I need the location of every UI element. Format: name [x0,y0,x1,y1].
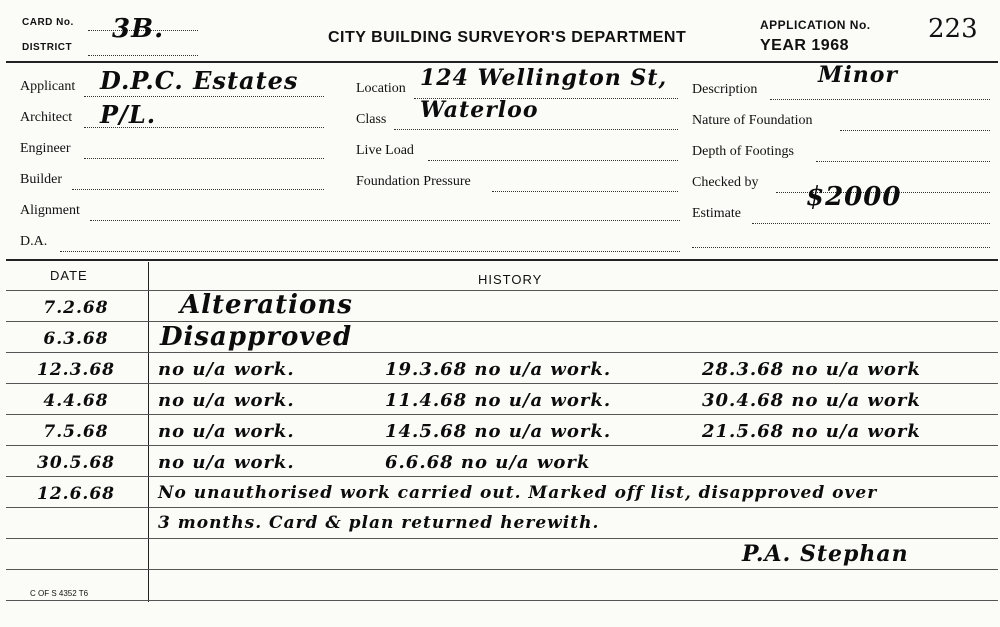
history-entry: 11.4.68 no u/a work. [385,390,612,411]
application-label: APPLICATION No. [760,18,871,32]
foundation-pressure-label: Foundation Pressure [356,174,471,189]
extra-line [692,247,990,248]
builder-line [72,189,324,190]
history-entry: 19.3.68 no u/a work. [385,359,612,380]
engineer-label: Engineer [20,141,71,156]
row-rule [6,321,998,322]
history-date: 30.5.68 [37,453,115,473]
nature-of-foundation-label: Nature of Foundation [692,113,813,128]
applicant-value: D.P.C. Estates P/L. [100,66,299,129]
history-entry: Alterations [180,290,353,320]
engineer-line [84,158,324,159]
history-header: HISTORY [478,272,543,287]
estimate-label: Estimate [692,206,741,221]
alignment-label: Alignment [20,203,80,218]
history-date: 6.3.68 [43,329,109,349]
description-value: Minor [818,62,898,88]
application-number: 223 [928,14,978,44]
year-label: YEAR 1968 [760,37,849,54]
row-rule [6,414,998,415]
estimate-value: $2000 [806,182,902,212]
description-line [770,99,990,100]
location-label: Location [356,81,406,96]
history-entry: 21.5.68 no u/a work [702,421,921,442]
nature-of-foundation-line [840,130,990,131]
history-entry: No unauthorised work carried out. Marked off list, disapproved over [158,483,878,503]
district-line [88,55,198,56]
row-rule [6,507,998,508]
foundation-pressure-line [492,191,678,192]
history-entry: 6.6.68 no u/a work [385,452,591,473]
estimate-line [752,223,990,224]
applicant-label: Applicant [20,79,76,94]
class-line [394,129,678,130]
history-date: 4.4.68 [43,391,109,411]
history-entry: no u/a work. [158,421,295,442]
live-load-line [428,160,678,161]
history-date: 12.3.68 [37,360,115,380]
department-title: CITY BUILDING SURVEYOR'S DEPARTMENT [328,29,687,46]
depth-of-footings-label: Depth of Footings [692,144,794,159]
row-rule [6,290,998,291]
row-rule [6,476,998,477]
form-code: C OF S 4352 T6 [30,589,89,598]
architect-label: Architect [20,110,73,125]
da-line [60,251,680,252]
row-rule [6,383,998,384]
history-entry: Disapproved [160,322,353,352]
card-district-value: 3B. [112,14,165,44]
row-rule [6,538,998,539]
depth-of-footings-line [816,161,990,162]
date-header: DATE [50,268,88,283]
card-no-label: CARD No. [22,17,74,28]
row-rule [6,600,998,601]
history-entry: 30.4.68 no u/a work [702,390,921,411]
history-entry: no u/a work. [158,359,295,380]
history-date: 7.5.68 [43,422,109,442]
date-column-divider [148,262,149,602]
history-top-rule [6,259,998,261]
row-rule [6,445,998,446]
class-label: Class [356,112,387,127]
description-label: Description [692,82,758,97]
signature: P.A. Stephan [742,541,909,567]
history-date: 7.2.68 [43,298,109,318]
history-entry: 3 months. Card & plan returned herewith. [158,513,600,533]
history-date: 12.6.68 [37,484,115,504]
row-rule [6,352,998,353]
location-value: 124 Wellington St, Waterloo [420,65,668,123]
alignment-line [90,220,680,221]
builder-label: Builder [20,172,62,187]
history-entry: no u/a work. [158,452,295,473]
row-rule [6,569,998,570]
history-entry: no u/a work. [158,390,295,411]
da-label: D.A. [20,234,48,249]
history-entry: 28.3.68 no u/a work [702,359,921,380]
history-entry: 14.5.68 no u/a work. [385,421,612,442]
district-label: DISTRICT [22,42,73,53]
live-load-label: Live Load [356,143,414,158]
checked-by-label: Checked by [692,175,759,190]
